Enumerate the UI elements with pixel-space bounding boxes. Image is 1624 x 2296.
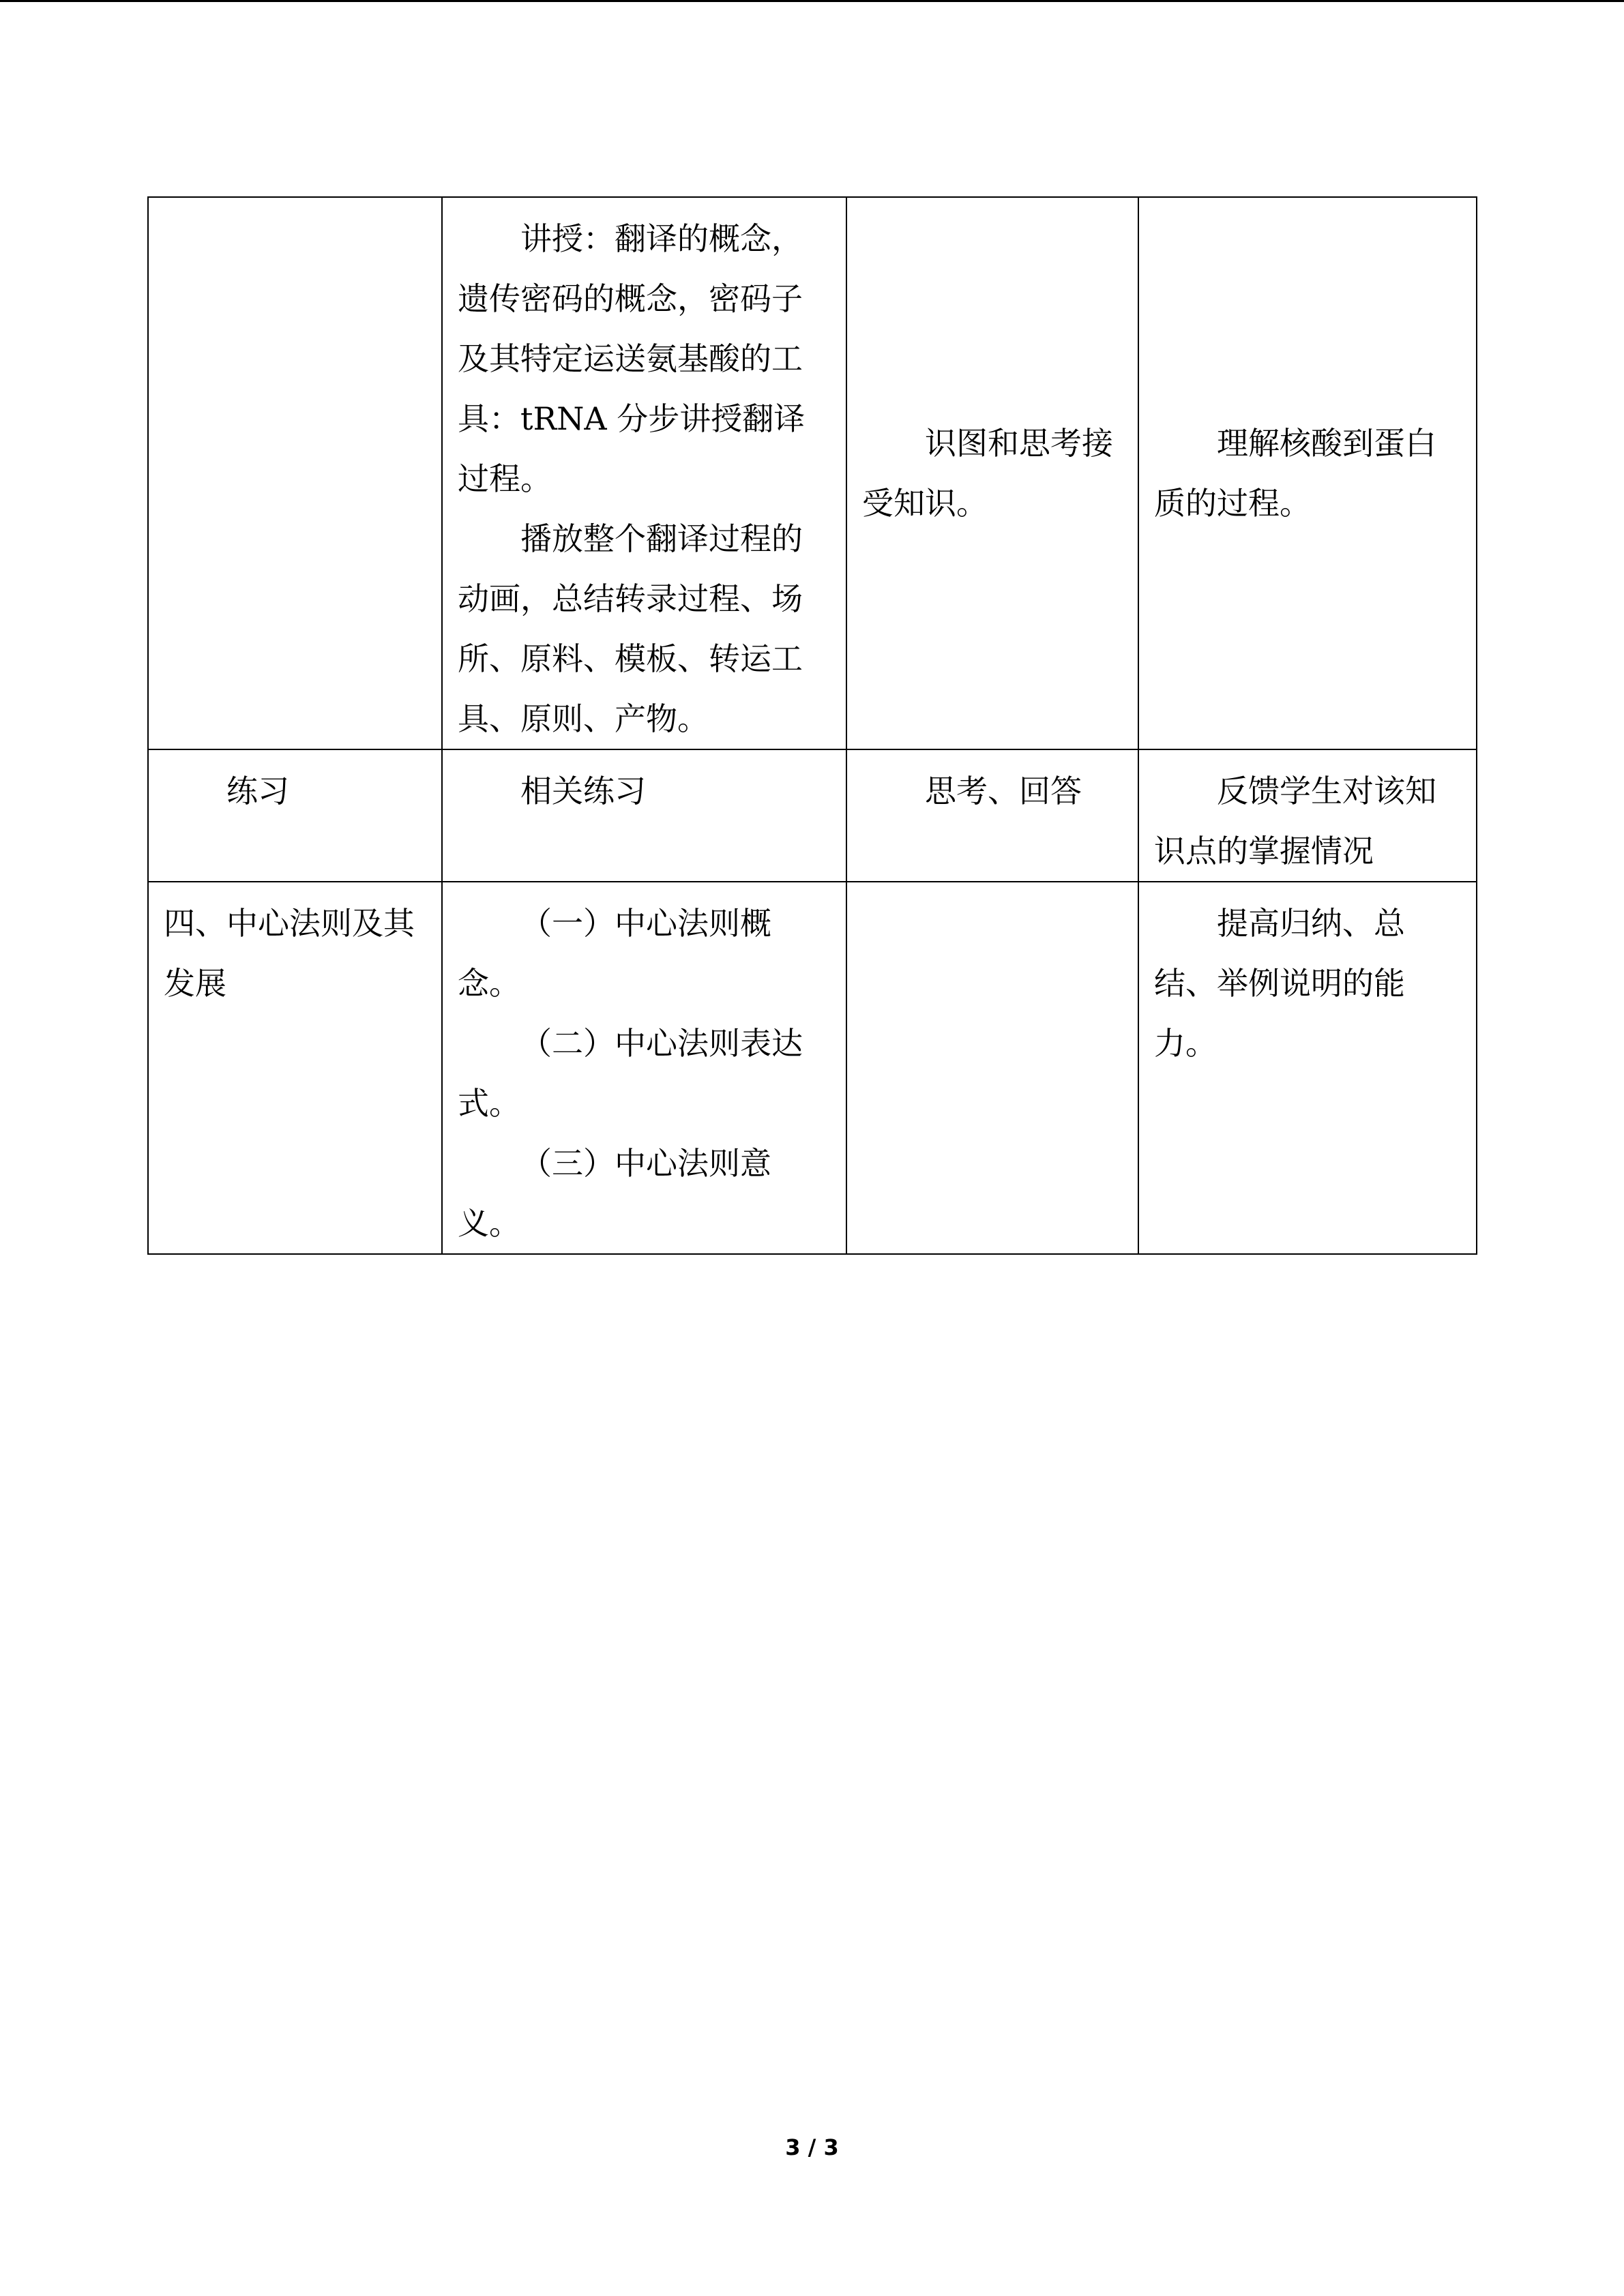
teacher-activity-cell xyxy=(442,197,846,749)
teacher-activity-cell xyxy=(442,749,846,882)
top-border-line xyxy=(0,0,1624,2)
design-intent-cell xyxy=(1138,197,1477,749)
teacher-activity-paragraph: （二）中心法则表达式。 xyxy=(458,1025,803,1122)
page-number: 3 / 3 xyxy=(785,2134,839,2160)
student-activity-text: 识图和思考接受知识。 xyxy=(862,425,1113,522)
teacher-activity-paragraph: （一）中心法则概念。 xyxy=(458,905,771,1002)
design-intent-cell xyxy=(1138,882,1477,1254)
teacher-activity-paragraph: （三）中心法则意义。 xyxy=(458,1145,771,1242)
stage-cell xyxy=(148,197,442,749)
lesson-plan-table xyxy=(147,196,1477,1255)
student-activity-cell xyxy=(846,749,1138,882)
table-row xyxy=(148,197,1477,749)
stage-text: 四、中心法则及其发展 xyxy=(164,905,415,1002)
teacher-activity-cell xyxy=(442,882,846,1254)
table-row xyxy=(148,882,1477,1254)
teacher-activity-paragraph: 讲授：翻译的概念，遗传密码的概念，密码子及其特定运送氨基酸的工具：tRNA 分步讲授翻译过程。 xyxy=(458,220,806,497)
student-activity-text: 思考、回答 xyxy=(925,773,1082,809)
teacher-activity-paragraph: 播放整个翻译过程的动画，总结转录过程、场所、原料、模板、转运工具、原则、产物。 xyxy=(458,520,803,737)
stage-text: 练习 xyxy=(226,773,289,809)
teacher-activity-text: 相关练习 xyxy=(520,773,646,809)
design-intent-text: 理解核酸到蛋白质的过程。 xyxy=(1154,425,1436,522)
design-intent-text: 提高归纳、总结、举例说明的能力。 xyxy=(1154,905,1405,1062)
design-intent-cell xyxy=(1138,749,1477,882)
table-row xyxy=(148,749,1477,882)
design-intent-text: 反馈学生对该知识点的掌握情况 xyxy=(1154,773,1436,869)
student-activity-cell xyxy=(846,197,1138,749)
stage-cell xyxy=(148,749,442,882)
student-activity-cell xyxy=(846,882,1138,1254)
stage-cell xyxy=(148,882,442,1254)
